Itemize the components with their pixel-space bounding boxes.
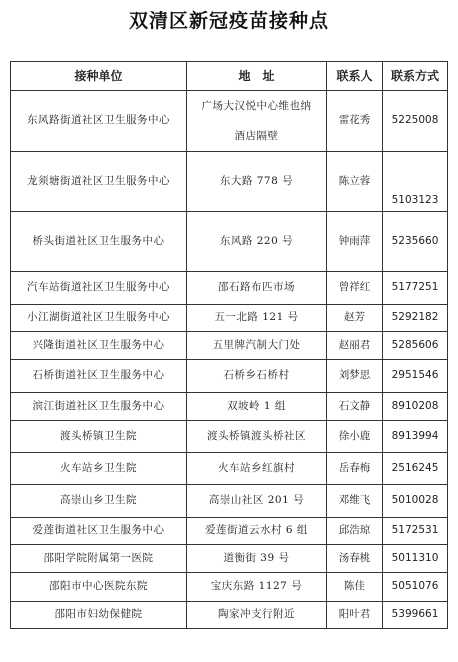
cell-unit: 邵阳学院附属第一医院 <box>11 545 187 573</box>
cell-phone: 5285606 <box>383 332 448 360</box>
address-line: 双坡岭 1 组 <box>227 399 286 412</box>
cell-unit: 渡头桥镇卫生院 <box>11 421 187 453</box>
address-line: 道衡街 39 号 <box>223 551 290 564</box>
cell-unit: 桥头街道社区卫生服务中心 <box>11 212 187 272</box>
cell-phone: 8913994 <box>383 421 448 453</box>
address-line: 五里牌汽制大门处 <box>212 338 301 351</box>
cell-unit: 小江湖街道社区卫生服务中心 <box>11 305 187 332</box>
address-line: 五一北路 121 号 <box>214 311 299 324</box>
table-row <box>11 602 448 629</box>
cell-unit: 石桥街道社区卫生服务中心 <box>11 360 187 393</box>
address-line: 火车站乡红旗村 <box>218 461 295 474</box>
table-row <box>11 91 448 152</box>
page-title: 双清区新冠疫苗接种点 <box>128 10 329 32</box>
cell-phone: 5103123 <box>383 152 448 212</box>
table-row <box>11 545 448 573</box>
table-row <box>11 360 448 393</box>
cell-unit: 兴隆街道社区卫生服务中心 <box>11 332 187 360</box>
address-line: 渡头桥镇渡头桥社区 <box>207 429 306 442</box>
table-body <box>11 91 448 629</box>
table-row <box>11 212 448 272</box>
cell-contact: 邱浩琼 <box>327 518 383 545</box>
cell-unit: 汽车站街道社区卫生服务中心 <box>11 272 187 305</box>
cell-phone: 2516245 <box>383 453 448 485</box>
cell-address <box>187 421 327 453</box>
cell-unit: 火车站乡卫生院 <box>11 453 187 485</box>
column-header-contact: 联系人 <box>327 62 383 91</box>
table-row <box>11 485 448 518</box>
cell-phone: 5235660 <box>383 212 448 272</box>
column-header-address: 地 址 <box>187 62 327 91</box>
address-line: 酒店隔壁 <box>234 130 279 142</box>
cell-address <box>187 545 327 573</box>
cell-contact: 钟雨萍 <box>327 212 383 272</box>
cell-contact: 赵丽君 <box>327 332 383 360</box>
address-line: 邵石路布匹市场 <box>218 281 295 294</box>
cell-phone: 5177251 <box>383 272 448 305</box>
cell-address <box>187 573 327 602</box>
cell-address <box>187 91 327 152</box>
address-line: 陶家冲支行附近 <box>218 608 295 621</box>
cell-address <box>187 518 327 545</box>
table-row <box>11 453 448 485</box>
cell-contact: 赵芳 <box>327 305 383 332</box>
address-line: 东大路 778 号 <box>219 174 294 187</box>
cell-address <box>187 332 327 360</box>
cell-address <box>187 360 327 393</box>
address-line: 东风路 220 号 <box>219 234 294 247</box>
cell-address <box>187 305 327 332</box>
cell-contact: 曾祥红 <box>327 272 383 305</box>
cell-address <box>187 212 327 272</box>
cell-unit: 爱莲街道社区卫生服务中心 <box>11 518 187 545</box>
cell-phone: 5225008 <box>383 91 448 152</box>
cell-address <box>187 485 327 518</box>
table-row <box>11 421 448 453</box>
cell-phone: 5399661 <box>383 602 448 629</box>
column-header-unit: 接种单位 <box>11 62 187 91</box>
cell-phone: 5051076 <box>383 573 448 602</box>
cell-phone: 2951546 <box>383 360 448 393</box>
cell-address <box>187 272 327 305</box>
cell-contact: 汤春桃 <box>327 545 383 573</box>
cell-contact: 岳春梅 <box>327 453 383 485</box>
table-row <box>11 332 448 360</box>
table-row <box>11 305 448 332</box>
cell-phone: 5011310 <box>383 545 448 573</box>
cell-phone: 5172531 <box>383 518 448 545</box>
cell-phone: 8910208 <box>383 393 448 421</box>
address-line: 爱莲街道云水村 6 组 <box>205 524 308 537</box>
cell-contact: 刘梦思 <box>327 360 383 393</box>
table-row <box>11 272 448 305</box>
table-header-row <box>11 62 448 91</box>
vaccination-sites-table <box>10 61 448 629</box>
cell-contact: 雷花秀 <box>327 91 383 152</box>
column-header-phone: 联系方式 <box>383 62 448 91</box>
cell-unit: 高崇山乡卫生院 <box>11 485 187 518</box>
table-row <box>11 573 448 602</box>
cell-unit: 滨江街道社区卫生服务中心 <box>11 393 187 421</box>
address-line: 广场大汉悦中心维也纳 <box>201 100 312 112</box>
cell-unit: 邵阳市妇幼保健院 <box>11 602 187 629</box>
cell-unit: 邵阳市中心医院东院 <box>11 573 187 602</box>
cell-contact: 陈立蓉 <box>327 152 383 212</box>
address-line: 石桥乡石桥村 <box>223 369 290 382</box>
cell-phone: 5292182 <box>383 305 448 332</box>
table-row <box>11 393 448 421</box>
table-row <box>11 152 448 212</box>
cell-contact: 徐小鹿 <box>327 421 383 453</box>
cell-address <box>187 152 327 212</box>
cell-address <box>187 453 327 485</box>
address-line: 宝庆东路 1127 号 <box>210 580 303 593</box>
address-line: 高崇山社区 201 号 <box>208 494 305 507</box>
cell-contact: 邓维飞 <box>327 485 383 518</box>
table-row <box>11 518 448 545</box>
cell-address <box>187 393 327 421</box>
cell-contact: 石文静 <box>327 393 383 421</box>
cell-unit: 东风路街道社区卫生服务中心 <box>11 91 187 152</box>
cell-unit: 龙须塘街道社区卫生服务中心 <box>11 152 187 212</box>
cell-contact: 阳叶君 <box>327 602 383 629</box>
cell-contact: 陈佳 <box>327 573 383 602</box>
cell-address <box>187 602 327 629</box>
cell-phone: 5010028 <box>383 485 448 518</box>
